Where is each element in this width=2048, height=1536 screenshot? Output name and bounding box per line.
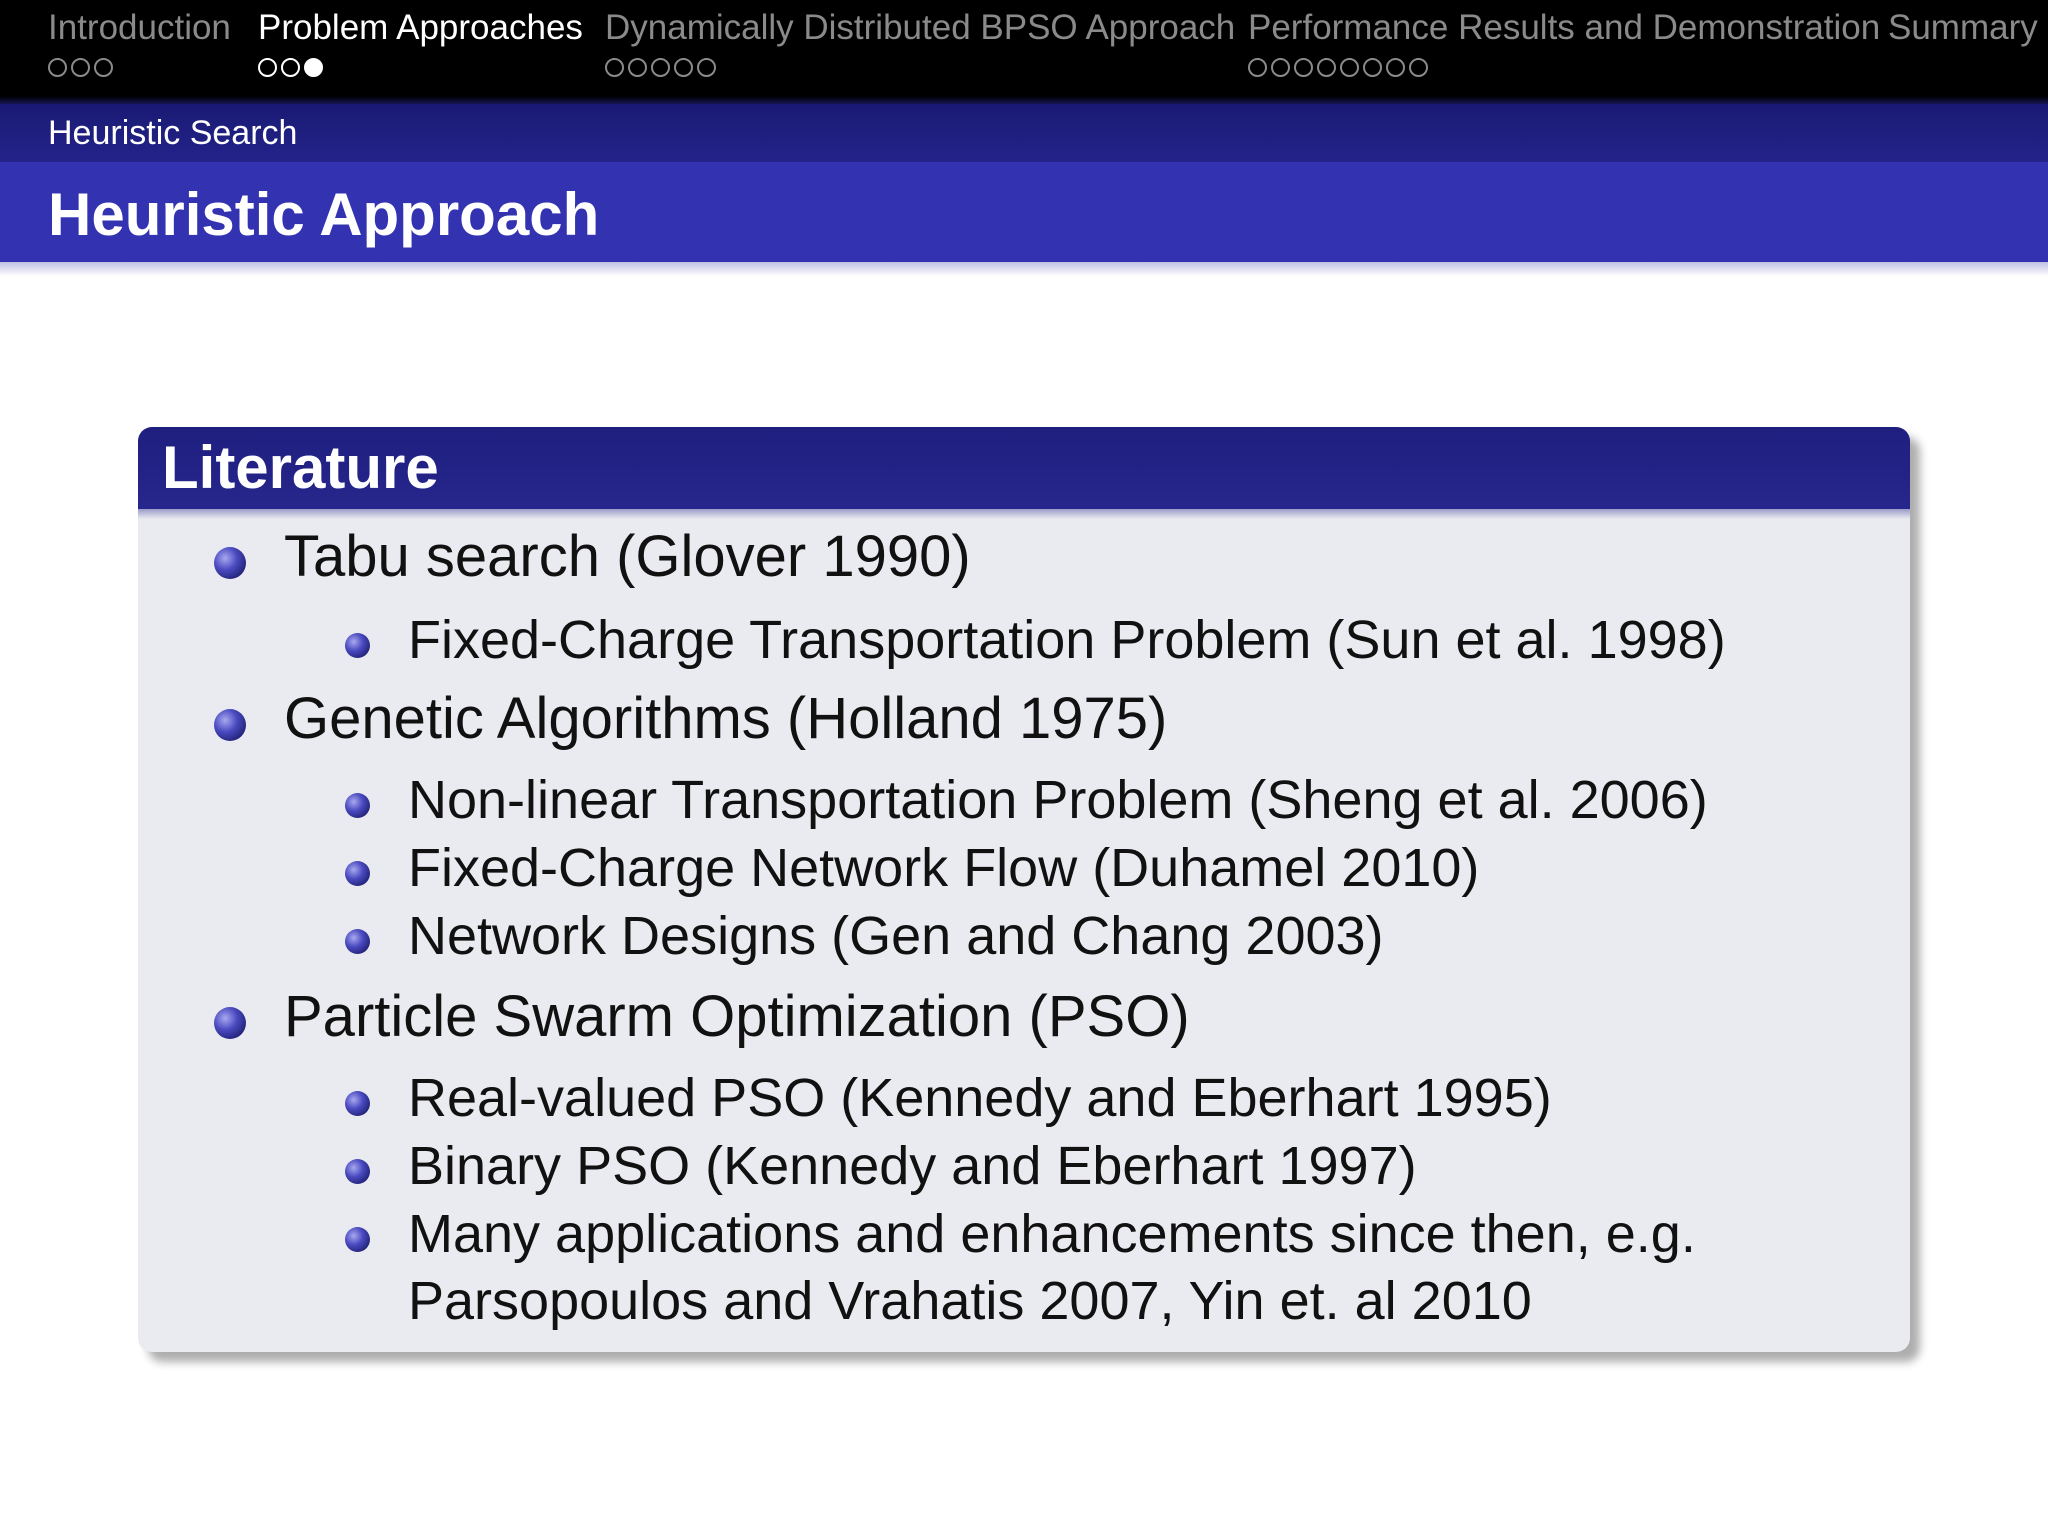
nav-section-label: Introduction <box>48 8 231 47</box>
nav-dots <box>605 58 1235 77</box>
item-text: Non-linear Transportation Problem (Sheng et al. 2006) <box>408 770 1708 830</box>
nav-section-label: Summary <box>1888 8 2038 47</box>
sub-bullet-item <box>408 607 1726 674</box>
nav-section-introduction[interactable] <box>48 8 231 77</box>
literature-block <box>138 427 1910 1352</box>
frame-title: Heuristic Approach <box>48 181 600 248</box>
slide-dot[interactable] <box>674 58 693 77</box>
slide-dot[interactable] <box>1271 58 1290 77</box>
bullet-icon <box>345 633 370 658</box>
nav-section-dynamically-distributed-bpso[interactable] <box>605 8 1235 77</box>
slide-dot[interactable] <box>1294 58 1313 77</box>
slide-dot[interactable] <box>1248 58 1267 77</box>
bullet-item <box>284 523 971 590</box>
bullet-icon <box>214 547 246 579</box>
nav-section-problem-approaches[interactable] <box>258 8 583 77</box>
current-slide-dot[interactable] <box>304 58 323 77</box>
nav-dots <box>1248 58 1880 77</box>
slide-dot[interactable] <box>651 58 670 77</box>
nav-dots <box>258 58 583 77</box>
slide-dot[interactable] <box>94 58 113 77</box>
nav-section-label: Problem Approaches <box>258 8 583 47</box>
item-text: Tabu search (Glover 1990) <box>284 524 971 589</box>
bullet-icon <box>345 1159 370 1184</box>
slide-dot[interactable] <box>1317 58 1336 77</box>
slide-dot[interactable] <box>258 58 277 77</box>
nav-section-summary[interactable] <box>1888 8 2038 58</box>
bullet-icon <box>345 793 370 818</box>
bullet-icon <box>214 1007 246 1039</box>
item-text: Particle Swarm Optimization (PSO) <box>284 984 1190 1049</box>
subsection-bar <box>0 104 2048 162</box>
subsection-title: Heuristic Search <box>48 114 298 152</box>
sub-bullet-item <box>408 767 1708 834</box>
bullet-icon <box>214 709 246 741</box>
sub-bullet-item <box>408 1133 1417 1200</box>
nav-section-label: Performance Results and Demonstration <box>1248 8 1881 47</box>
slide-dot[interactable] <box>1386 58 1405 77</box>
item-text-continuation: Parsopoulos and Vrahatis 2007, Yin et. al 2010 <box>408 1271 1532 1331</box>
sub-bullet-item <box>408 1065 1552 1132</box>
bullet-icon <box>345 929 370 954</box>
bullet-icon <box>345 861 370 886</box>
section-navigation-bar <box>0 0 2048 104</box>
slide-dot[interactable] <box>1363 58 1382 77</box>
item-text: Binary PSO (Kennedy and Eberhart 1997) <box>408 1136 1417 1196</box>
item-text: Network Designs (Gen and Chang 2003) <box>408 906 1384 966</box>
sub-bullet-item <box>408 1201 1696 1335</box>
slide-dot[interactable] <box>71 58 90 77</box>
slide-dot[interactable] <box>48 58 67 77</box>
bullet-icon <box>345 1227 370 1252</box>
nav-dots <box>48 58 231 77</box>
slide-dot[interactable] <box>628 58 647 77</box>
bullet-item <box>284 685 1167 752</box>
item-text: Fixed-Charge Network Flow (Duhamel 2010) <box>408 838 1480 898</box>
slide-dot[interactable] <box>281 58 300 77</box>
bullet-icon <box>345 1091 370 1116</box>
frame-title-shadow <box>0 262 2048 276</box>
item-text: Fixed-Charge Transportation Problem (Sun et al. 1998) <box>408 610 1726 670</box>
slide-dot[interactable] <box>697 58 716 77</box>
block-title: Literature <box>162 434 439 501</box>
item-text: Real-valued PSO (Kennedy and Eberhart 1995) <box>408 1068 1552 1128</box>
slide-dot[interactable] <box>605 58 624 77</box>
nav-section-performance-results[interactable] <box>1248 8 1880 77</box>
frame-title-bar <box>0 162 2048 262</box>
sub-bullet-item <box>408 835 1479 902</box>
bullet-item <box>284 983 1190 1050</box>
sub-bullet-item <box>408 903 1384 970</box>
slide-dot[interactable] <box>1340 58 1359 77</box>
item-text: Genetic Algorithms (Holland 1975) <box>284 686 1168 751</box>
literature-list <box>138 427 1910 1352</box>
nav-section-label: Dynamically Distributed BPSO Approach <box>605 8 1236 47</box>
slide-dot[interactable] <box>1409 58 1428 77</box>
item-text: Many applications and enhancements since then, e.g. <box>408 1204 1696 1264</box>
